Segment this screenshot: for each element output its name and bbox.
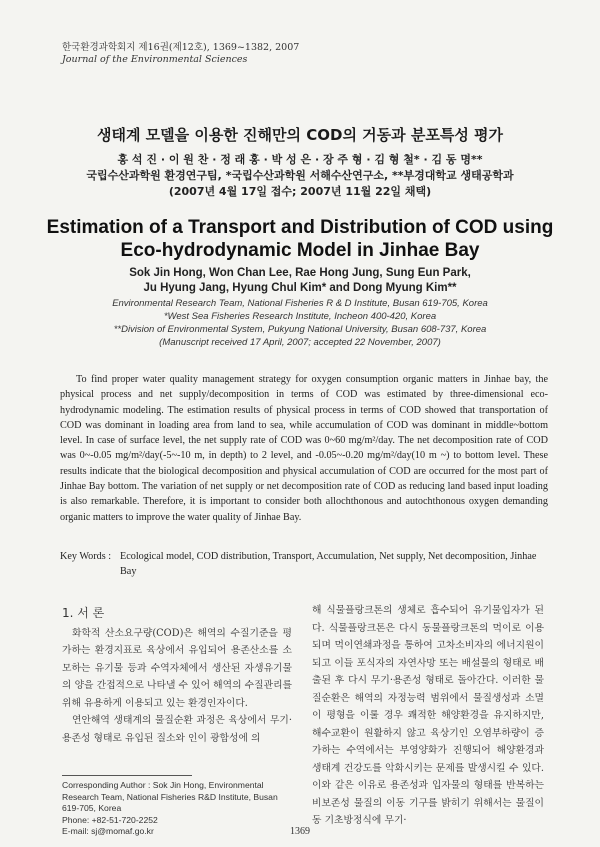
journal-header-kr: 한국환경과학회지 제16권(제12호), 1369~1382, 2007 xyxy=(62,42,300,53)
keywords-label: Key Words : xyxy=(60,551,112,562)
section-heading: 1. 서 론 xyxy=(62,606,105,620)
footnote-email: E-mail: sj@momaf.go.kr xyxy=(62,826,154,836)
left-column xyxy=(62,605,292,747)
english-title-line-1: Estimation of a Transport and Distribution of COD using xyxy=(46,217,554,238)
english-authors xyxy=(0,266,600,296)
footnote-author: Corresponding Author : Sok Jin Hong, Environmental Research Team, National Fisheries R&D Institute, Busan 619-705, Korea xyxy=(62,780,278,813)
right-column: 해 식물플랑크톤의 생체로 흡수되어 유기물입자가 된다. 식물플랑크톤은 다시 동물플랑크톤의 먹이로 이용되며 먹이연쇄과정을 통하여 고차소비자의 에너지원이 되고 이들 포식자의 자연사망 또는 배설물의 형태로 배출된 후 다시 무기·용존성 형태로 돌아간다. 이러한 물질순환은 해역의 자정능력 범위에서 물질생성과 소멸이 평형을 이룰 경우 쾌적한 해양환경을 유지하지만, 해수교환이 원활하지 않고 육상기인 오염부하량이 증가하는 수역에서는 부영양화가 진행되어 해양환경과 생태계 건강도를 악화시키는 문제를 발생시킬 수 있다. 이와 같은 이유로 용존성과 입자물의 형태를 반복하는 비보존성 물질의 이동 기구를 밝히기 위해서는 물질이동 기초방정식에 무기· xyxy=(312,605,544,826)
korean-affiliations: 국립수산과학원 환경연구팀, *국립수산과학원 서해수산연구소, **부경대학교 생태공학과 xyxy=(86,169,514,182)
keywords-text: Ecological model, COD distribution, Transport, Accumulation, Net supply, Net decomposition, Jinhae Bay xyxy=(120,551,537,577)
affiliation-1: Environmental Research Team, National Fisheries R & D Institute, Busan 619-705, Korea xyxy=(112,298,488,309)
korean-authors-block xyxy=(0,152,600,200)
left-paragraph-2: 연안해역 생태계의 물질순환 과정은 육상에서 무기·용존성 형태로 유입된 질소와 인이 광합성에 의 xyxy=(62,715,292,744)
affiliation-2: *West Sea Fisheries Research Institute, Incheon 400-420, Korea xyxy=(163,311,437,322)
manuscript-dates: (Manuscript received 17 April, 2007; accepted 22 November, 2007) xyxy=(159,337,441,348)
footnote-divider xyxy=(62,775,192,776)
abstract-text: To find proper water quality management strategy for oxygen consumption organic matters in Jinhae bay, the physical process and net supply/decomposition in terms of COD was estimated by three-dimensional eco-hydrodynamic modeling. The estimation results of physical process in terms of COD showed that transportation of COD was dominant in loading area from land to sea, while accumulation of COD was dominant in middle~bottom level. In case of surface level, the net supply rate of COD was 0~60 mg/m²/day. The net decomposition rate of COD was 0~-0.05 mg/m²/day(-5~-10 m, in depth) to 2 level, and -0.05~-0.20 mg/m²/day(10 m ~) to bottom level. These results indicate that the biological decomposition and physical accumulation of COD are occurred for the most part of Jinhae Bay bottom. The variation of net supply or net decomposition rate of COD as reducing land based input loading is also remarkable. Therefore, it is important to consider both allochthonous and autochthonous oxygen demanding organic matters to improve the water quality of Jinhae Bay. xyxy=(60,374,548,523)
keywords xyxy=(60,549,560,579)
footnote-phone: Phone: +82-51-720-2252 xyxy=(62,814,158,825)
page-number: 1369 xyxy=(290,826,310,837)
affiliation-3: **Division of Environmental System, Pukyung National University, Busan 608-737, Korea xyxy=(113,324,487,335)
english-affiliations xyxy=(0,297,600,349)
korean-authors: 홍 석 진 · 이 원 찬 · 정 래 홍 · 박 성 은 · 장 주 형 · 김 형 철* · 김 동 명** xyxy=(117,153,483,166)
english-authors-line-2: Ju Hyung Jang, Hyung Chul Kim* and Dong Myung Kim** xyxy=(143,282,457,294)
english-title-line-2: Eco-hydrodynamic Model in Jinhae Bay xyxy=(120,240,480,261)
english-authors-line-1: Sok Jin Hong, Won Chan Lee, Rae Hong Jung, Sung Eun Park, xyxy=(129,267,471,279)
journal-header xyxy=(62,42,299,66)
korean-dates: (2007년 4월 17일 접수; 2007년 11월 22일 채택) xyxy=(168,185,432,198)
left-paragraph-1: 화학적 산소요구량(COD)은 해역의 수질기준을 평가하는 환경지표로 육상에서 유입되어 용존산소를 소모하는 유기물 등과 수역자체에서 생산된 자생유기물의 양을 간접적으로 나타낼 수 있어 해역의 수질관리를 위해 유용하게 이용되고 있는 환경인자이다. xyxy=(62,627,293,709)
journal-header-en: Journal of the Environmental Sciences xyxy=(62,54,248,65)
english-title xyxy=(0,216,600,262)
korean-title: 생태계 모델을 이용한 진해만의 COD의 거동과 분포특성 평가 xyxy=(96,126,504,144)
